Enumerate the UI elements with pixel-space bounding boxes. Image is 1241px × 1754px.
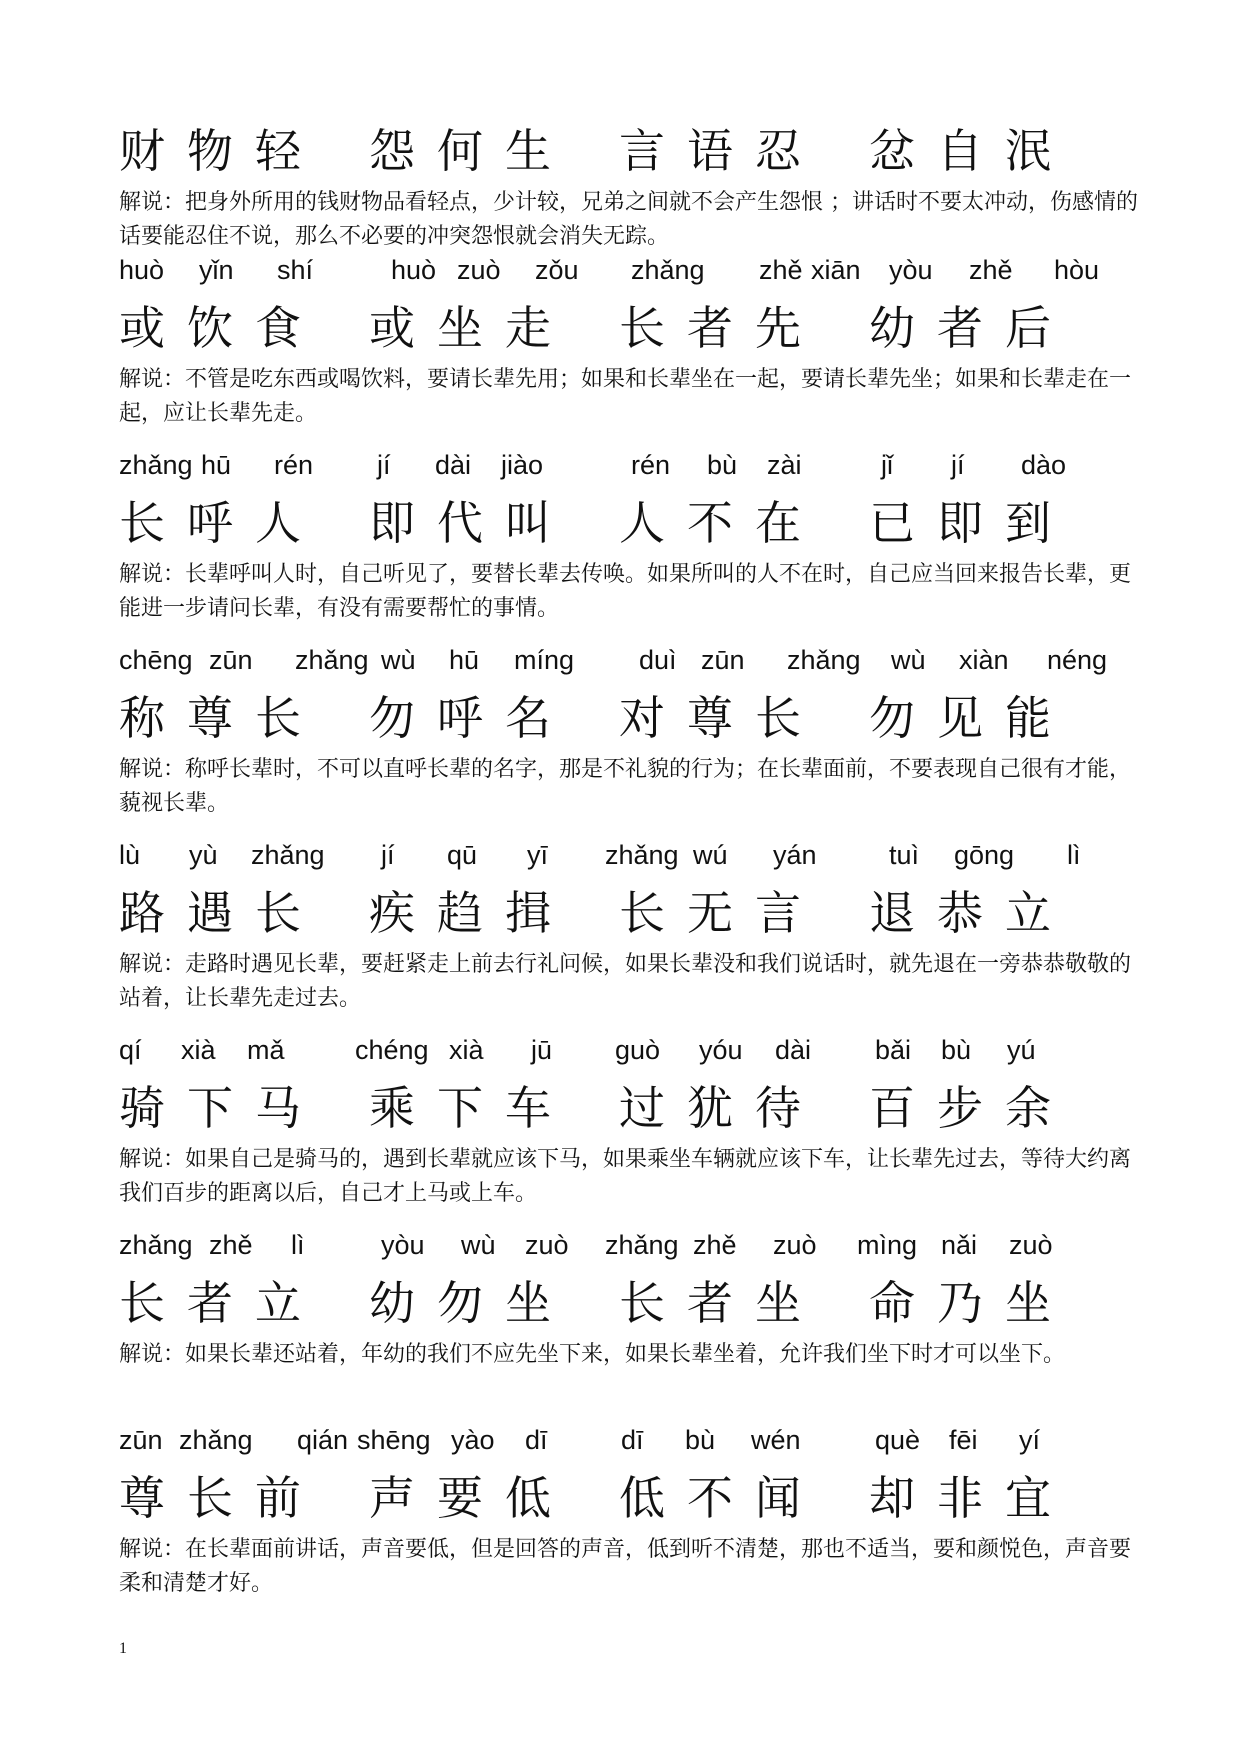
- pinyin-syllable: jí: [377, 450, 391, 480]
- pinyin-syllable: zūn: [119, 1425, 163, 1455]
- hanzi-phrase: 或饮食: [119, 301, 323, 355]
- pinyin-syllable: zhǎng: [179, 1425, 253, 1455]
- pinyin-syllable: rén: [274, 450, 314, 480]
- pinyin-syllable: jiào: [501, 450, 544, 480]
- pinyin-syllable: zuò: [525, 1230, 569, 1260]
- pinyin-syllable: zuò: [773, 1230, 817, 1260]
- hanzi-line: [119, 1272, 1139, 1334]
- pinyin-syllable: míng: [514, 645, 575, 675]
- pinyin-syllable: yòu: [381, 1230, 425, 1260]
- pinyin-syllable: gōng: [954, 840, 1015, 870]
- hanzi-phrase: 勿呼名: [369, 691, 573, 745]
- pinyin-syllable: zuò: [1009, 1230, 1053, 1260]
- pinyin-syllable: hū: [449, 645, 480, 675]
- hanzi-phrase: 长者坐: [619, 1276, 823, 1330]
- pinyin-syllable: bǎi: [875, 1035, 912, 1065]
- hanzi-line: [119, 1077, 1139, 1139]
- hanzi-phrase: 骑下马: [119, 1081, 323, 1135]
- pinyin-syllable: néng: [1047, 645, 1108, 675]
- explanation-text: 解说：走路时遇见长辈，要赶紧走上前去行礼问候，如果长辈没和我们说话时，就先退在一旁恭恭敬敬的站着，让长辈先走过去。: [119, 952, 1132, 1011]
- pinyin-syllable: xià: [449, 1035, 484, 1065]
- pinyin-syllable: wù: [461, 1230, 496, 1260]
- pinyin-syllable: shí: [277, 255, 314, 285]
- pinyin-syllable: zhǎng: [119, 450, 193, 480]
- pinyin-syllable: yào: [451, 1425, 495, 1455]
- hanzi-phrase: 称尊长: [119, 691, 323, 745]
- hanzi-phrase: 或坐走: [369, 301, 573, 355]
- pinyin-syllable: wù: [381, 645, 416, 675]
- hanzi-phrase: 长者先: [619, 301, 823, 355]
- pinyin-syllable: zhě: [759, 255, 803, 285]
- pinyin-syllable: yán: [773, 840, 817, 870]
- explanation-text: 解说：如果自己是骑马的，遇到长辈就应该下马，如果乘坐车辆就应该下车，让长辈先过去，等待大约离我们百步的距离以后，自己才上马或上车。: [119, 1147, 1132, 1206]
- pinyin-syllable: zhǎng: [295, 645, 369, 675]
- hanzi-phrase: 路遇长: [119, 886, 323, 940]
- pinyin-syllable: zhǎng: [605, 840, 679, 870]
- pinyin-syllable: zhǎng: [787, 645, 861, 675]
- hanzi-line: [119, 882, 1139, 944]
- pinyin-syllable: zǒu: [535, 255, 579, 285]
- pinyin-syllable: lì: [1067, 840, 1081, 870]
- hanzi-phrase: 幼勿坐: [369, 1276, 573, 1330]
- pinyin-line: [119, 1035, 1139, 1075]
- hanzi-phrase: 低不闻: [619, 1471, 823, 1525]
- pinyin-syllable: qí: [119, 1035, 142, 1065]
- explanation-text: 解说：如果长辈还站着，年幼的我们不应先坐下来，如果长辈坐着，允许我们坐下时才可以坐下。: [119, 1342, 1066, 1367]
- pinyin-syllable: huò: [391, 255, 437, 285]
- hanzi-phrase: 尊长前: [119, 1471, 323, 1525]
- pinyin-syllable: dài: [775, 1035, 812, 1065]
- pinyin-syllable: zhě: [693, 1230, 737, 1260]
- pinyin-syllable: zhě: [969, 255, 1013, 285]
- hanzi-phrase: 百步余: [869, 1081, 1073, 1135]
- explanation-text: 解说：把身外所用的钱财物品看轻点，少计较，兄弟之间就不会产生怨恨 ；讲话时不要太冲动，伤感情的话要能忍住不说，那么不必要的冲突怨恨就会消失无踪。: [119, 190, 1138, 249]
- pinyin-syllable: qū: [447, 840, 478, 870]
- pinyin-syllable: chéng: [355, 1035, 429, 1065]
- hanzi-line: [119, 492, 1139, 554]
- hanzi-phrase: 已即到: [869, 496, 1073, 550]
- hanzi-line: [119, 687, 1139, 749]
- pinyin-syllable: duì: [639, 645, 677, 675]
- pinyin-syllable: zhě: [209, 1230, 253, 1260]
- pinyin-syllable: bù: [941, 1035, 972, 1065]
- pinyin-syllable: qián: [297, 1425, 349, 1455]
- hanzi-line: [119, 120, 1139, 182]
- hanzi-phrase: 过犹待: [619, 1081, 823, 1135]
- hanzi-phrase: 长无言: [619, 886, 823, 940]
- hanzi-line: [119, 297, 1139, 359]
- pinyin-syllable: zūn: [701, 645, 745, 675]
- pinyin-syllable: mìng: [857, 1230, 918, 1260]
- pinyin-syllable: wù: [891, 645, 926, 675]
- pinyin-line: [119, 450, 1139, 490]
- pinyin-syllable: hòu: [1054, 255, 1100, 285]
- hanzi-phrase: 长者立: [119, 1276, 323, 1330]
- pinyin-syllable: jí: [951, 450, 965, 480]
- hanzi-phrase: 疾趋揖: [369, 886, 573, 940]
- pinyin-syllable: wú: [693, 840, 728, 870]
- pinyin-syllable: yù: [189, 840, 218, 870]
- pinyin-syllable: yòu: [889, 255, 933, 285]
- pinyin-syllable: dài: [435, 450, 472, 480]
- pinyin-syllable: wén: [751, 1425, 801, 1455]
- pinyin-syllable: yǐn: [199, 255, 234, 285]
- pinyin-line: [119, 1425, 1139, 1465]
- pinyin-syllable: hū: [201, 450, 232, 480]
- pinyin-syllable: mǎ: [247, 1035, 285, 1065]
- pinyin-syllable: guò: [615, 1035, 661, 1065]
- hanzi-phrase: 对尊长: [619, 691, 823, 745]
- pinyin-syllable: lù: [119, 840, 141, 870]
- pinyin-syllable: yú: [1007, 1035, 1036, 1065]
- pinyin-syllable: zhǎng: [251, 840, 325, 870]
- pinyin-syllable: bù: [685, 1425, 716, 1455]
- pinyin-syllable: bù: [707, 450, 738, 480]
- pinyin-syllable: què: [875, 1425, 921, 1455]
- pinyin-line: [119, 1230, 1139, 1270]
- hanzi-phrase: 长呼人: [119, 496, 323, 550]
- hanzi-phrase: 怨何生: [369, 124, 573, 178]
- pinyin-line: [119, 840, 1139, 880]
- pinyin-syllable: chēng: [119, 645, 193, 675]
- pinyin-syllable: lì: [291, 1230, 305, 1260]
- pinyin-syllable: dī: [621, 1425, 644, 1455]
- pinyin-syllable: nǎi: [941, 1230, 978, 1260]
- hanzi-phrase: 命乃坐: [869, 1276, 1073, 1330]
- pinyin-syllable: shēng: [357, 1425, 431, 1455]
- pinyin-syllable: zhǎng: [631, 255, 705, 285]
- pinyin-syllable: jū: [531, 1035, 553, 1065]
- pinyin-syllable: dī: [525, 1425, 548, 1455]
- pinyin-syllable: jí: [381, 840, 395, 870]
- hanzi-phrase: 言语忍: [619, 124, 823, 178]
- hanzi-phrase: 退恭立: [869, 886, 1073, 940]
- pinyin-syllable: zài: [767, 450, 802, 480]
- hanzi-phrase: 乘下车: [369, 1081, 573, 1135]
- pinyin-syllable: xià: [181, 1035, 216, 1065]
- pinyin-syllable: tuì: [889, 840, 920, 870]
- hanzi-phrase: 幼者后: [869, 301, 1073, 355]
- pinyin-syllable: zūn: [209, 645, 253, 675]
- pinyin-syllable: zuò: [457, 255, 501, 285]
- hanzi-phrase: 忿自泯: [869, 124, 1073, 178]
- hanzi-phrase: 声要低: [369, 1471, 573, 1525]
- pinyin-syllable: dào: [1021, 450, 1067, 480]
- pinyin-line: [119, 255, 1139, 295]
- hanzi-phrase: 人不在: [619, 496, 823, 550]
- hanzi-phrase: 勿见能: [869, 691, 1073, 745]
- pinyin-syllable: jǐ: [881, 450, 893, 480]
- pinyin-syllable: huò: [119, 255, 165, 285]
- explanation-text: 解说：不管是吃东西或喝饮料，要请长辈先用；如果和长辈坐在一起，要请长辈先坐；如果和长辈走在一起，应让长辈先走。: [119, 367, 1132, 426]
- pinyin-syllable: yī: [527, 840, 549, 870]
- pinyin-syllable: zhǎng: [605, 1230, 679, 1260]
- pinyin-syllable: xiàn: [959, 645, 1009, 675]
- page-number: 1: [119, 1640, 127, 1657]
- explanation-text: 解说：长辈呼叫人时，自己听见了，要替长辈去传唤。如果所叫的人不在时，自己应当回来报告长辈，更能进一步请问长辈，有没有需要帮忙的事情。: [119, 562, 1132, 621]
- hanzi-phrase: 财物轻: [119, 124, 323, 178]
- pinyin-syllable: yóu: [699, 1035, 743, 1065]
- pinyin-syllable: yí: [1019, 1425, 1041, 1455]
- pinyin-syllable: zhǎng: [119, 1230, 193, 1260]
- hanzi-phrase: 即代叫: [369, 496, 573, 550]
- explanation-text: 解说：称呼长辈时，不可以直呼长辈的名字，那是不礼貌的行为；在长辈面前，不要表现自己很有才能，藐视长辈。: [119, 757, 1132, 816]
- pinyin-syllable: rén: [631, 450, 671, 480]
- pinyin-syllable: fēi: [949, 1425, 978, 1455]
- pinyin-line: [119, 645, 1139, 685]
- explanation-text: 解说：在长辈面前讲话，声音要低，但是回答的声音，低到听不清楚，那也不适当，要和颜悦色，声音要柔和清楚才好。: [119, 1537, 1132, 1596]
- pinyin-syllable: xiān: [811, 255, 861, 285]
- hanzi-line: [119, 1467, 1139, 1529]
- hanzi-phrase: 却非宜: [869, 1471, 1073, 1525]
